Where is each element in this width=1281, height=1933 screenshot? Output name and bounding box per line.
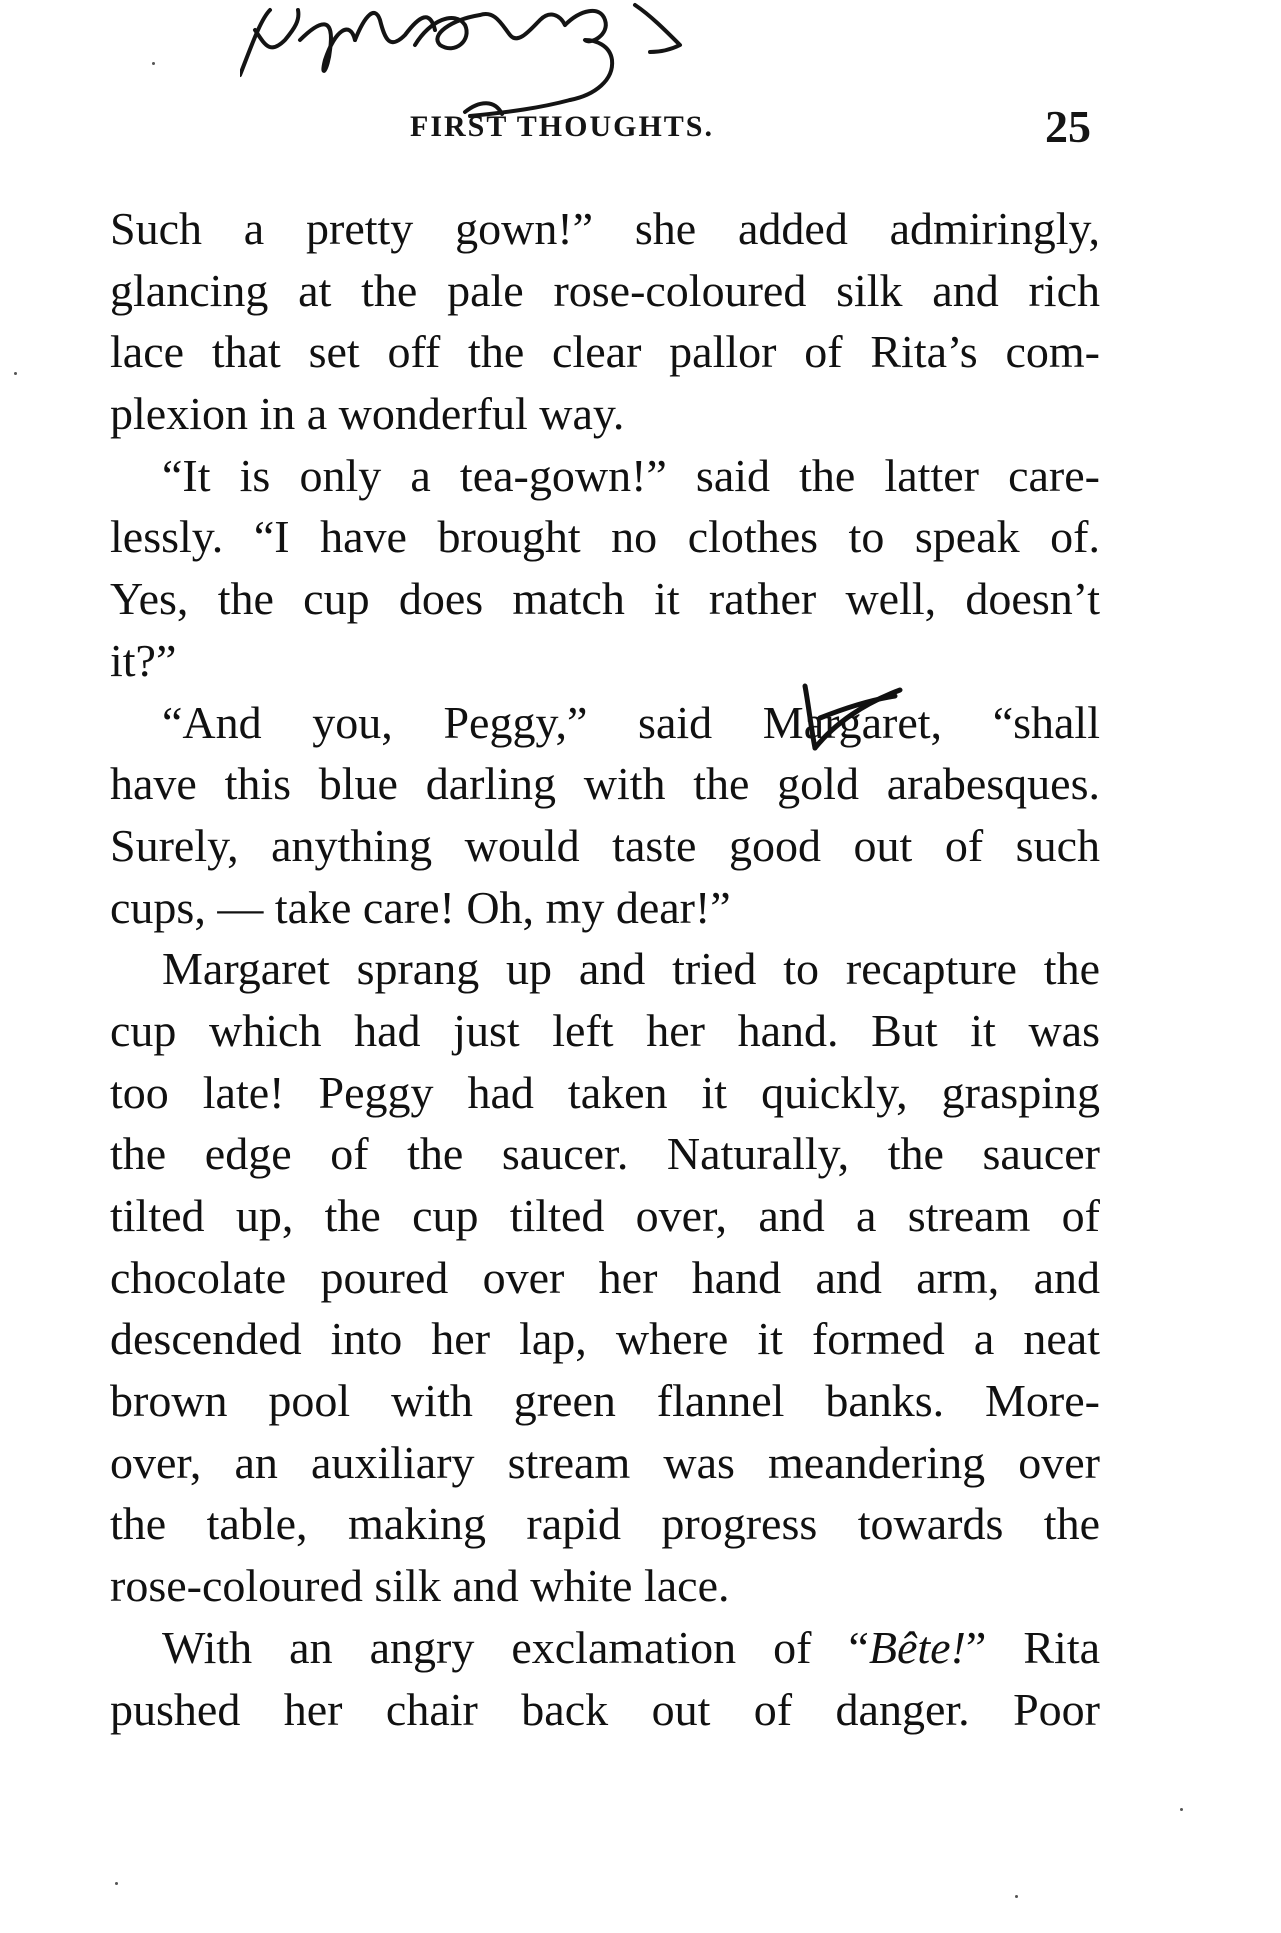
- text-line: Yes, the cup does match it rather well, doesn’t: [110, 573, 1100, 625]
- text-line: have this blue darling with the gold arabesques.: [110, 758, 1100, 810]
- text-line: brown pool with green flannel banks. More-: [110, 1375, 1100, 1427]
- scan-speck: [115, 1882, 118, 1885]
- text-line: “And you, Peggy,” said Margaret, “shall: [162, 696, 1100, 748]
- text-line: Margaret sprang up and tried to recapture the: [162, 943, 1100, 995]
- scan-speck: [14, 372, 17, 375]
- italic-word: Bête!: [868, 1621, 966, 1673]
- text-line: pushed her chair back out of danger. Poor: [110, 1683, 1100, 1735]
- text-line: “It is only a tea-gown!” said the latter care-: [162, 449, 1100, 501]
- text-line: chocolate poured over her hand and arm, and: [110, 1251, 1100, 1303]
- running-head: [0, 100, 1281, 160]
- text-line: Such a pretty gown!” she added admiringly,: [110, 203, 1100, 254]
- text-line: the table, making rapid progress towards the: [110, 1498, 1100, 1550]
- page-number: 25: [1045, 101, 1091, 152]
- text-line: too late! Peggy had taken it quickly, grasping: [110, 1066, 1100, 1118]
- running-title: FIRST THOUGHTS.: [410, 110, 714, 143]
- text-line: cup which had just left her hand. But it was: [110, 1004, 1100, 1056]
- text-line: it?”: [110, 634, 177, 686]
- scan-speck: [1015, 1895, 1018, 1898]
- text-fragment: With an angry exclamation of “: [162, 1621, 869, 1673]
- text-line: [110, 1617, 1100, 1679]
- text-line: rose-coloured silk and white lace.: [110, 1560, 730, 1612]
- text-line: tilted up, the cup tilted over, and a stream of: [110, 1190, 1100, 1241]
- text-line: over, an auxiliary stream was meandering over: [110, 1436, 1100, 1488]
- text-line: Surely, anything would taste good out of such: [110, 819, 1100, 871]
- text-line: cups, — take care! Oh, my dear!”: [110, 881, 731, 933]
- text-line: descended into her lap, where it formed a neat: [110, 1313, 1100, 1365]
- text-fragment: ” Rita: [965, 1621, 1101, 1673]
- body-text: [110, 198, 1100, 1740]
- scan-speck: [1180, 1808, 1183, 1811]
- text-line: the edge of the saucer. Naturally, the saucer: [110, 1128, 1100, 1180]
- scan-speck: [152, 62, 155, 65]
- text-line: plexion in a wonderful way.: [110, 388, 625, 440]
- text-line: lessly. “I have brought no clothes to speak of.: [110, 511, 1100, 563]
- text-line: glancing at the pale rose-coloured silk and rich: [110, 264, 1100, 316]
- text-line: lace that set off the clear pallor of Rita’s com-: [110, 326, 1100, 378]
